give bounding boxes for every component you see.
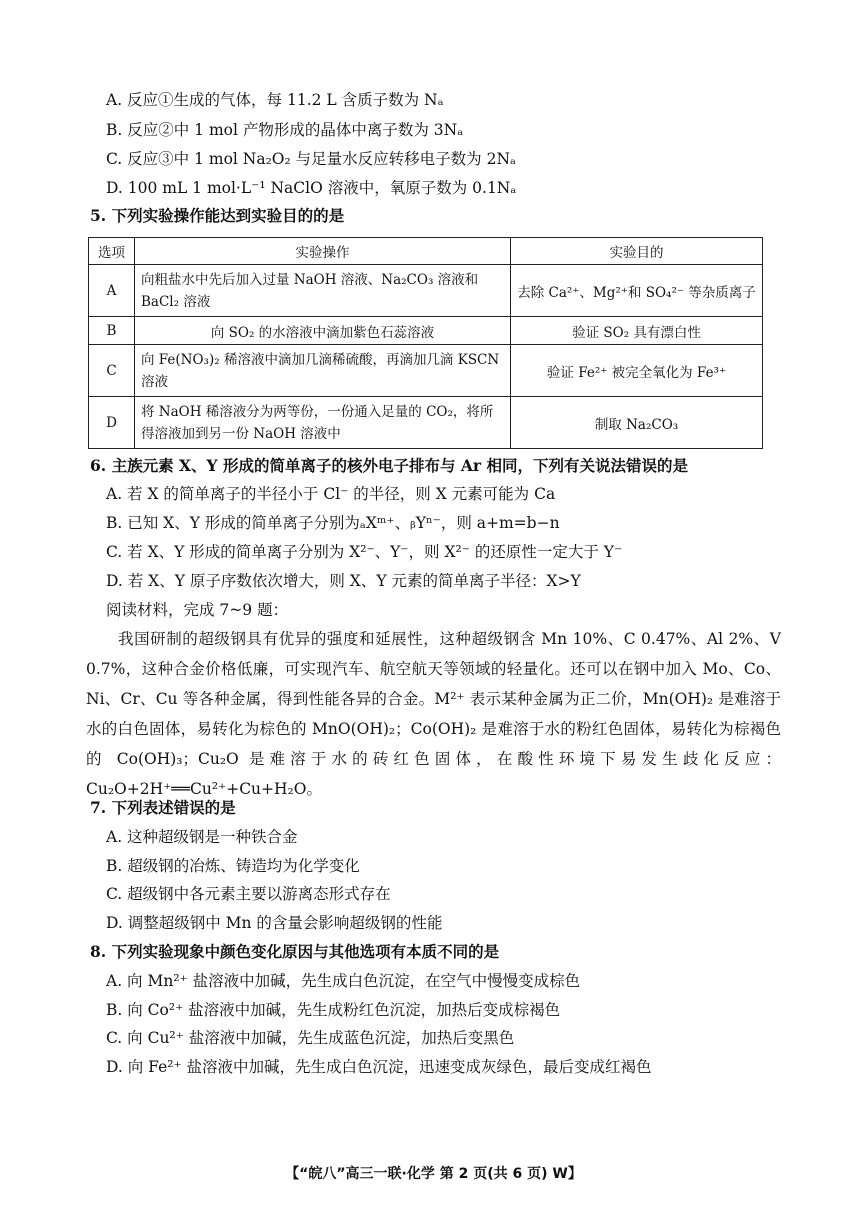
q4-option-d: D. 100 mL 1 mol·L⁻¹ NaClO 溶液中，氧原子数为 0.1Nₐ xyxy=(106,179,517,197)
q5-experiment-table xyxy=(88,237,763,449)
row-option: D xyxy=(89,397,135,449)
row-option: C xyxy=(89,345,135,397)
row-operation: 将 NaOH 稀溶液分为两等份，一份通入足量的 CO₂，将所得溶液加到另一份 NaOH 溶液中 xyxy=(135,397,511,449)
table-row xyxy=(89,397,763,449)
q8-option-b: B. 向 Co²⁺ 盐溶液中加碱，先生成粉红色沉淀，加热后变成棕褐色 xyxy=(106,1001,561,1019)
header-option: 选项 xyxy=(89,238,135,265)
q6-option-c: C. 若 X、Y 形成的简单离子分别为 X²⁻、Y⁻，则 X²⁻ 的还原性一定大于 Y⁻ xyxy=(106,543,623,561)
q5-stem: 5. 下列实验操作能达到实验目的的是 xyxy=(90,206,345,225)
page-footer: 【“皖八”高三一联·化学 第 2 页(共 6 页) W】 xyxy=(285,1166,582,1182)
q7-option-c: C. 超级钢中各元素主要以游离态形式存在 xyxy=(106,885,391,903)
q8-stem: 8. 下列实验现象中颜色变化原因与其他选项有本质不同的是 xyxy=(90,942,500,961)
row-goal: 去除 Ca²⁺、Mg²⁺和 SO₄²⁻ 等杂质离子 xyxy=(511,265,763,317)
row-goal: 验证 SO₂ 具有漂白性 xyxy=(511,317,763,345)
q7-option-a: A. 这种超级钢是一种铁合金 xyxy=(106,828,298,846)
q6-option-a: A. 若 X 的简单离子的半径小于 Cl⁻ 的半径，则 X 元素可能为 Ca xyxy=(106,485,556,503)
header-operation: 实验操作 xyxy=(135,238,511,265)
row-option: A xyxy=(89,265,135,317)
q7-option-d: D. 调整超级钢中 Mn 的含量会影响超级钢的性能 xyxy=(106,914,443,932)
row-operation: 向 SO₂ 的水溶液中滴加紫色石蕊溶液 xyxy=(135,317,511,345)
q6-stem: 6. 主族元素 X、Y 形成的简单离子的核外电子排布与 Ar 相同，下列有关说法错误的是 xyxy=(90,456,688,475)
reading-intro: 阅读材料，完成 7~9 题： xyxy=(106,601,289,619)
header-goal: 实验目的 xyxy=(511,238,763,265)
table-row xyxy=(89,317,763,345)
reading-passage: 我国研制的超级钢具有优异的强度和延展性，这种超级钢含 Mn 10%、C 0.47%、Al 2%、V 0.7%，这种合金价格低廉，可实现汽车、航空航天等领域的轻量化。还可以在钢中加入 Mo、Co、Ni、Cr、Cu 等各种金属，得到性能各异的合金。M²⁺ 表示某种金属为正二价，Mn(OH)₂ 是难溶于水的白色固体，易转化为棕色的 MnO(OH)₂；Co(OH)₂ 是难溶于水的粉红色固体，易转化为棕褐色的 Co(OH)₃；Cu₂O 是难溶于水的砖红色固体，在酸性环境下易发生歧化反应：Cu₂O+2H⁺══Cu²⁺+Cu+H₂O。 xyxy=(86,630,781,798)
row-goal: 制取 Na₂CO₃ xyxy=(511,397,763,449)
row-option: B xyxy=(89,317,135,345)
q6-option-d: D. 若 X、Y 原子序数依次增大，则 X、Y 元素的简单离子半径：X>Y xyxy=(106,572,581,590)
q4-option-b: B. 反应②中 1 mol 产物形成的晶体中离子数为 3Nₐ xyxy=(106,121,464,139)
q7-option-b: B. 超级钢的冶炼、铸造均为化学变化 xyxy=(106,857,360,875)
q4-option-a: A. 反应①生成的气体，每 11.2 L 含质子数为 Nₐ xyxy=(106,91,444,109)
table-header-row xyxy=(89,238,763,265)
q6-option-b: B. 已知 X、Y 形成的简单离子分别为ₐXᵐ⁺、ᵦYⁿ⁻，则 a+m=b−n xyxy=(106,514,560,532)
row-operation: 向粗盐水中先后加入过量 NaOH 溶液、Na₂CO₃ 溶液和 BaCl₂ 溶液 xyxy=(135,265,511,317)
table-row xyxy=(89,345,763,397)
q8-option-c: C. 向 Cu²⁺ 盐溶液中加碱，先生成蓝色沉淀，加热后变黑色 xyxy=(106,1029,515,1047)
row-operation: 向 Fe(NO₃)₂ 稀溶液中滴加几滴稀硫酸，再滴加几滴 KSCN 溶液 xyxy=(135,345,511,397)
q4-option-c: C. 反应③中 1 mol Na₂O₂ 与足量水反应转移电子数为 2Nₐ xyxy=(106,150,516,168)
q7-stem: 7. 下列表述错误的是 xyxy=(90,798,236,817)
q8-option-a: A. 向 Mn²⁺ 盐溶液中加碱，先生成白色沉淀，在空气中慢慢变成棕色 xyxy=(106,972,581,990)
table-row xyxy=(89,265,763,317)
row-goal: 验证 Fe²⁺ 被完全氧化为 Fe³⁺ xyxy=(511,345,763,397)
q8-option-d: D. 向 Fe²⁺ 盐溶液中加碱，先生成白色沉淀，迅速变成灰绿色，最后变成红褐色 xyxy=(106,1058,652,1076)
